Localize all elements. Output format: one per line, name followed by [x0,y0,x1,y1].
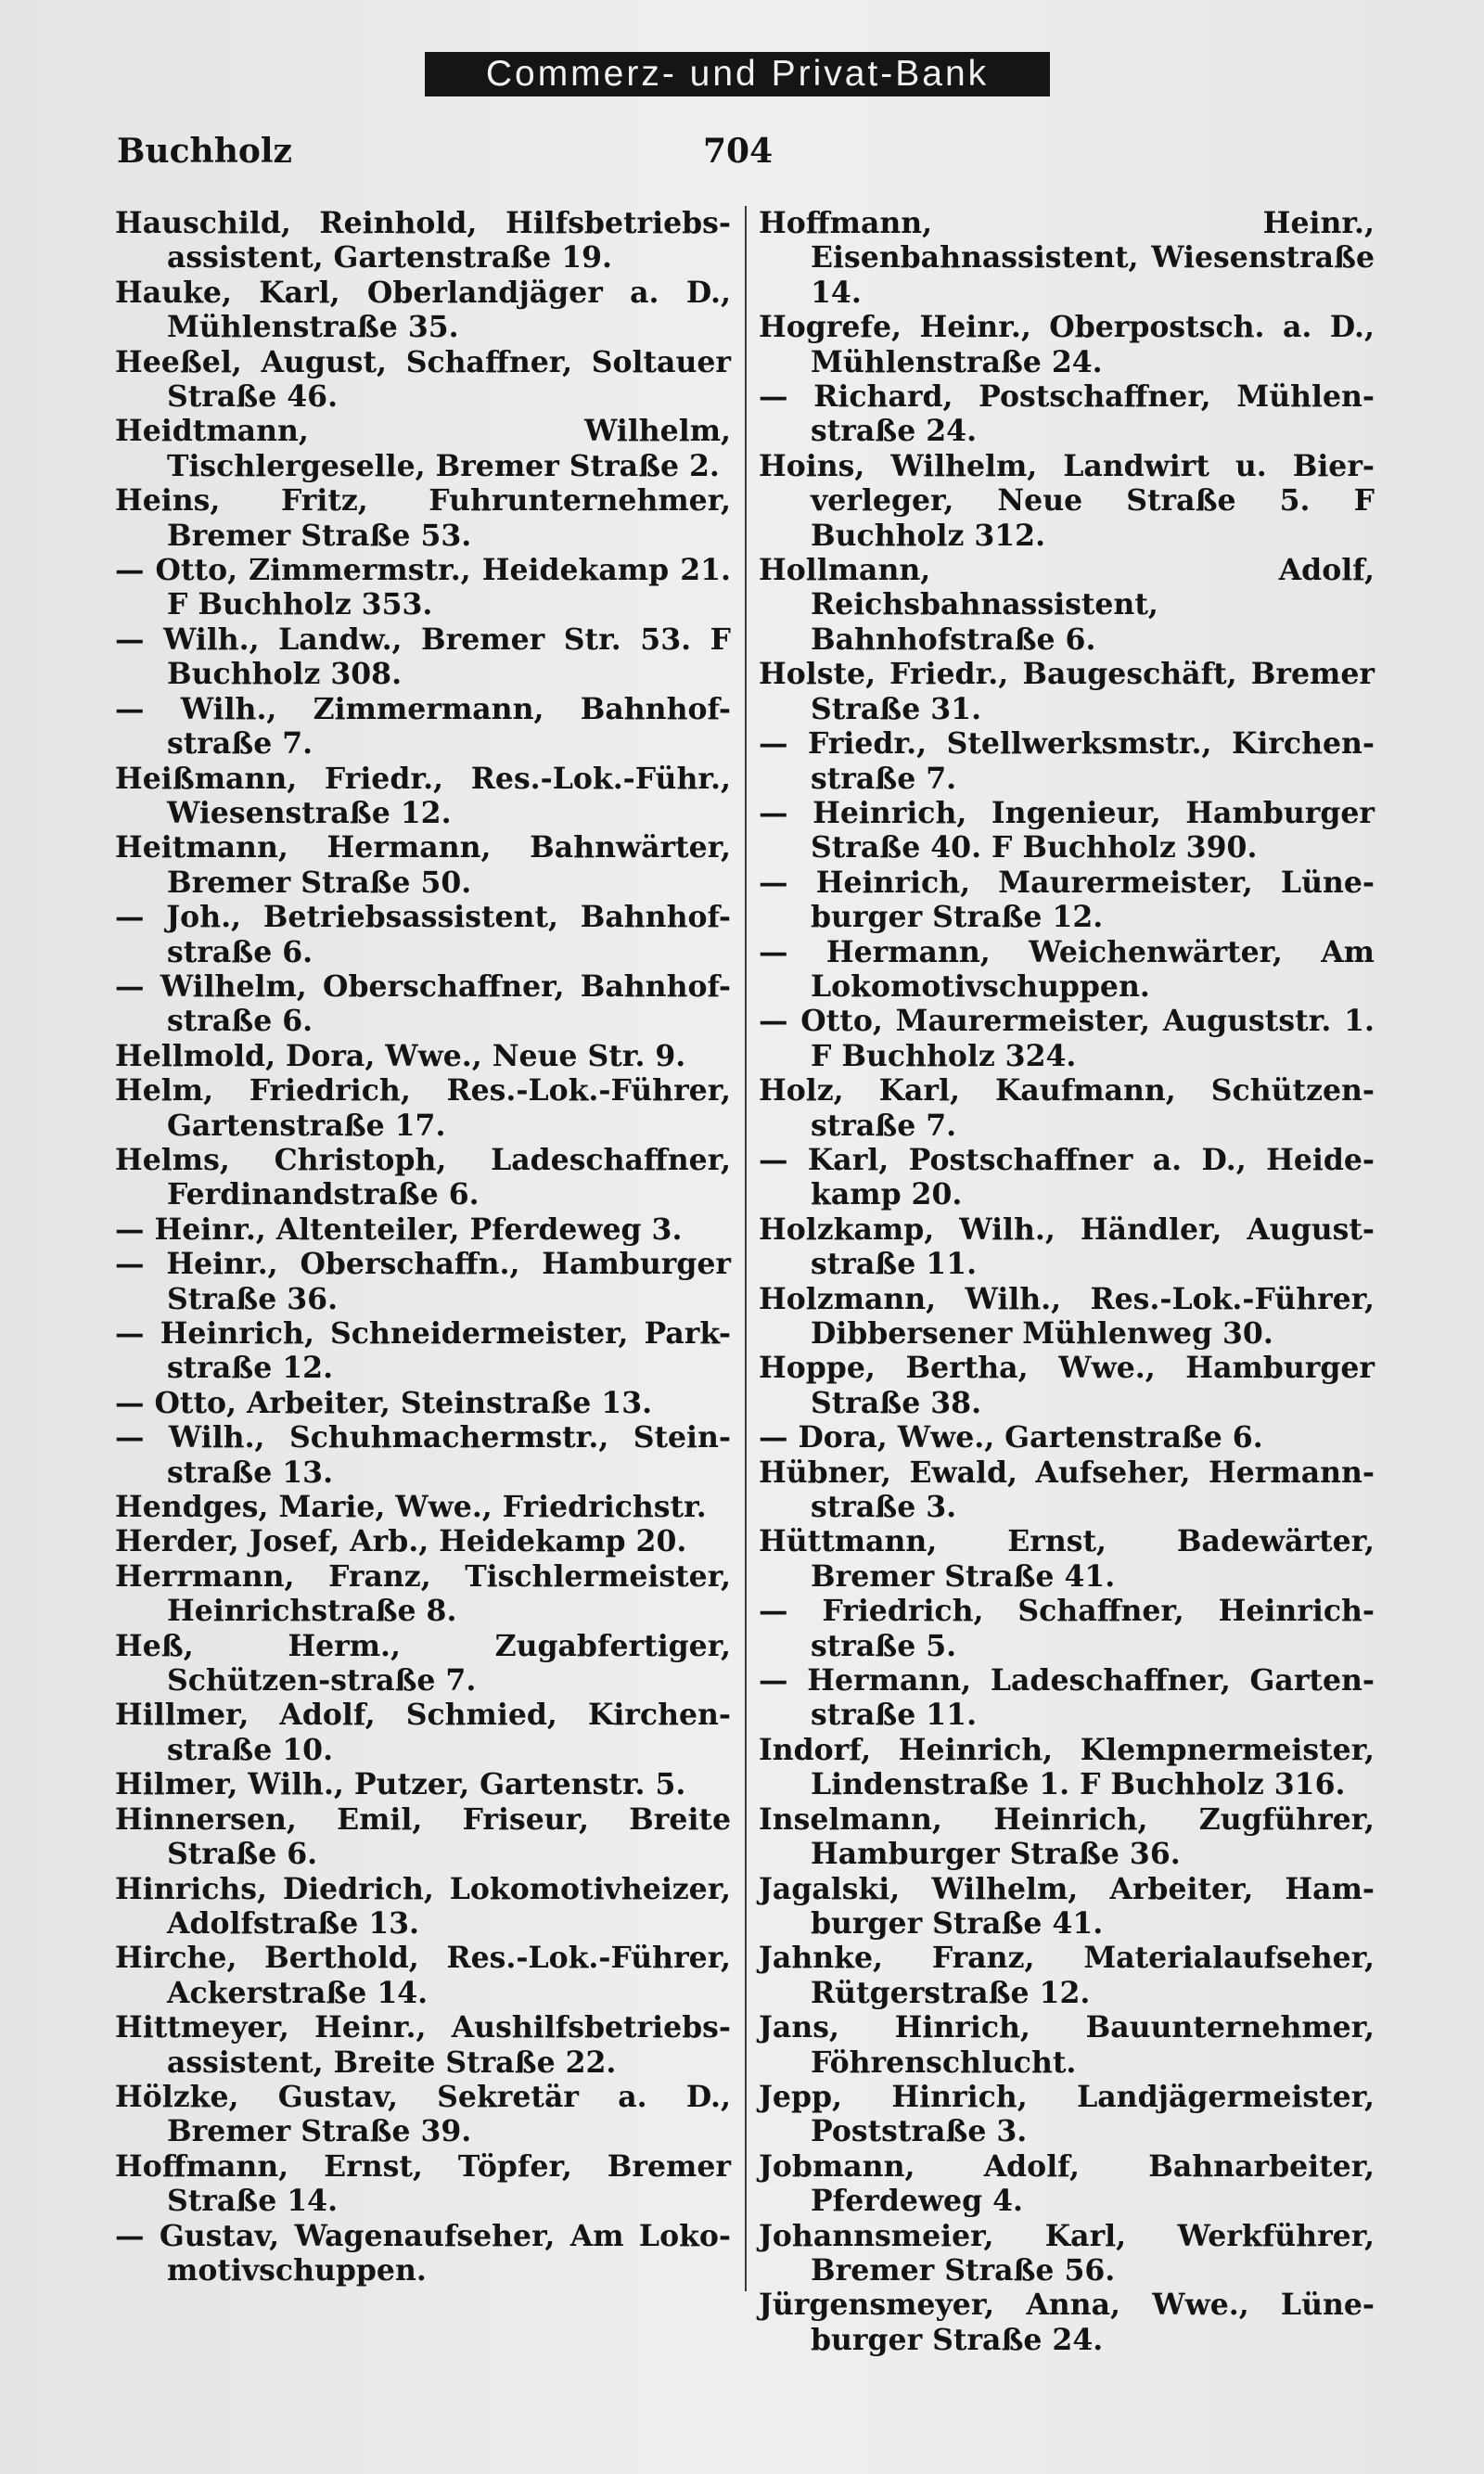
directory-entry: Hoffmann, Ernst, Töpfer, Bremer Straße 14. [115,2148,731,2219]
directory-entry: — Richard, Postschaffner, Mühlen-straße 24. [759,379,1375,449]
directory-entry: Holz, Karl, Kaufmann, Schützen-straße 7. [759,1073,1375,1143]
directory-entry: Herder, Josef, Arb., Heidekamp 20. [115,1524,687,1559]
directory-entry: Hollmann, Adolf, Reichsbahnassistent, Bahnhofstraße 6. [759,553,1375,657]
directory-entry: Hirche, Berthold, Res.-Lok.-Führer, Ackerstraße 14. [115,1941,731,2010]
directory-entry: — Dora, Wwe., Gartenstraße 6. [759,1420,1263,1455]
directory-entry: — Hermann, Ladeschaffner, Garten-straße 11. [759,1663,1375,1733]
directory-entry: Heeßel, August, Schaffner, Soltauer Straße 46. [115,344,731,415]
directory-entry: Hoins, Wilhelm, Landwirt u. Bier-verleger, Neue Straße 5. F Buchholz 312. [759,448,1375,553]
directory-entry: — Otto, Arbeiter, Steinstraße 13. [115,1385,653,1420]
directory-entry: Jobmann, Adolf, Bahnarbeiter, Pferdeweg 4. [759,2148,1375,2219]
directory-entry: — Heinr., Altenteiler, Pferdeweg 3. [115,1211,683,1247]
directory-entry: Holzkamp, Wilh., Händler, August-straße 11. [759,1211,1375,1282]
directory-entry: Hendges, Marie, Wwe., Friedrichstr. [115,1490,707,1525]
directory-entry: — Hermann, Weichenwärter, Am Lokomotivschuppen. [759,934,1375,1004]
directory-entry: — Wilh., Landw., Bremer Str. 53. F Buchholz 308. [115,622,731,692]
directory-entry: — Heinrich, Maurermeister, Lüne-burger Straße 12. [759,865,1375,935]
directory-entry: Hoffmann, Heinr., Eisenbahnassistent, Wiesenstraße 14. [759,206,1375,310]
directory-entry: — Friedr., Stellwerksmstr., Kirchen-straße 7. [759,726,1375,796]
directory-entry: Heß, Herm., Zugabfertiger, Schützen-straße 7. [115,1628,731,1698]
directory-entry: Hinrichs, Diedrich, Lokomotivheizer, Adolfstraße 13. [115,1871,731,1941]
directory-entry: — Joh., Betriebsassistent, Bahnhof-straße 6. [115,900,731,969]
directory-entry: — Heinrich, Ingenieur, Hamburger Straße 40. F Buchholz 390. [759,795,1375,865]
directory-entry: Jepp, Hinrich, Landjägermeister, Poststraße 3. [759,2079,1375,2149]
directory-entry: Johannsmeier, Karl, Werkführer, Bremer Straße 56. [759,2218,1375,2288]
directory-entry: Hillmer, Adolf, Schmied, Kirchen-straße 10. [115,1698,731,1767]
directory-entry: — Heinr., Oberschaffn., Hamburger Straße 36. [115,1247,731,1316]
directory-entry: Heißmann, Friedr., Res.-Lok.-Führ., Wiesenstraße 12. [115,761,731,830]
directory-entry: Herrmann, Franz, Tischlermeister, Heinrichstraße 8. [115,1558,731,1629]
directory-entry: Heins, Fritz, Fuhrunternehmer, Bremer Straße 53. [115,483,731,553]
directory-entry: Hittmeyer, Heinr., Aushilfsbetriebs-assistent, Breite Straße 22. [115,2010,731,2080]
directory-entry: Hauschild, Reinhold, Hilfsbetriebs-assistent, Gartenstraße 19. [115,206,731,276]
directory-entry: Hauke, Karl, Oberlandjäger a. D., Mühlenstraße 35. [115,275,731,345]
directory-entry: Jürgensmeyer, Anna, Wwe., Lüne-burger Straße 24. [759,2288,1375,2357]
directory-entry: — Karl, Postschaffner a. D., Heide-kamp 20. [759,1142,1375,1212]
directory-entry: — Wilh., Schuhmachermstr., Stein-straße 13. [115,1420,731,1490]
directory-entry: Jans, Hinrich, Bauunternehmer, Föhrenschlucht. [759,2010,1375,2080]
directory-entry: Jagalski, Wilhelm, Arbeiter, Ham-burger Straße 41. [759,1871,1375,1941]
page-number: 704 [703,132,774,171]
directory-entry: Heidtmann, Wilhelm, Tischlergeselle, Bremer Straße 2. [115,414,731,483]
directory-entry: Hogrefe, Heinr., Oberpostsch. a. D., Mühlenstraße 24. [759,310,1375,379]
directory-entry: Helm, Friedrich, Res.-Lok.-Führer, Gartenstraße 17. [115,1073,731,1143]
left-column [115,206,731,2288]
directory-entry: — Gustav, Wagenaufseher, Am Loko-motivschuppen. [115,2218,731,2288]
directory-entry: Hölzke, Gustav, Sekretär a. D., Bremer Straße 39. [115,2079,731,2149]
directory-entry: — Wilh., Zimmermann, Bahnhof-straße 7. [115,691,731,762]
directory-entry: Hüttmann, Ernst, Badewärter, Bremer Straße 41. [759,1524,1375,1594]
column-divider [745,206,747,2291]
directory-entry: Hinnersen, Emil, Friseur, Breite Straße 6. [115,1801,731,1872]
directory-entry: — Heinrich, Schneidermeister, Park-straße 12. [115,1316,731,1386]
directory-entry: Holste, Friedr., Baugeschäft, Bremer Straße 31. [759,657,1375,726]
directory-entry: — Otto, Zimmermstr., Heidekamp 21. F Buchholz 353. [115,553,731,622]
directory-entry: Inselmann, Heinrich, Zugführer, Hamburger Straße 36. [759,1801,1375,1872]
directory-entry: Heitmann, Hermann, Bahnwärter, Bremer Straße 50. [115,830,731,900]
directory-entry: Hellmold, Dora, Wwe., Neue Str. 9. [115,1038,686,1073]
right-column [759,206,1375,2357]
bank-advert-banner: Commerz- und Privat-Bank [425,52,1050,96]
directory-entry: Holzmann, Wilh., Res.-Lok.-Führer, Dibbersener Mühlenweg 30. [759,1281,1375,1351]
directory-entry: Indorf, Heinrich, Klempnermeister, Lindenstraße 1. F Buchholz 316. [759,1732,1375,1802]
directory-entry: — Wilhelm, Oberschaffner, Bahnhof-straße 6. [115,968,731,1039]
directory-entry: — Otto, Maurermeister, Auguststr. 1. F Buchholz 324. [759,1004,1375,1073]
directory-entry: — Friedrich, Schaffner, Heinrich-straße 5. [759,1594,1375,1663]
directory-entry: Hübner, Ewald, Aufseher, Hermann-straße 3. [759,1455,1375,1525]
directory-entry: Jahnke, Franz, Materialaufseher, Rütgerstraße 12. [759,1941,1375,2010]
directory-entry: Helms, Christoph, Ladeschaffner, Ferdinandstraße 6. [115,1142,731,1212]
directory-entry: Hilmer, Wilh., Putzer, Gartenstr. 5. [115,1767,686,1802]
running-head-town: Buchholz [117,132,292,171]
directory-entry: Hoppe, Bertha, Wwe., Hamburger Straße 38. [759,1351,1375,1420]
